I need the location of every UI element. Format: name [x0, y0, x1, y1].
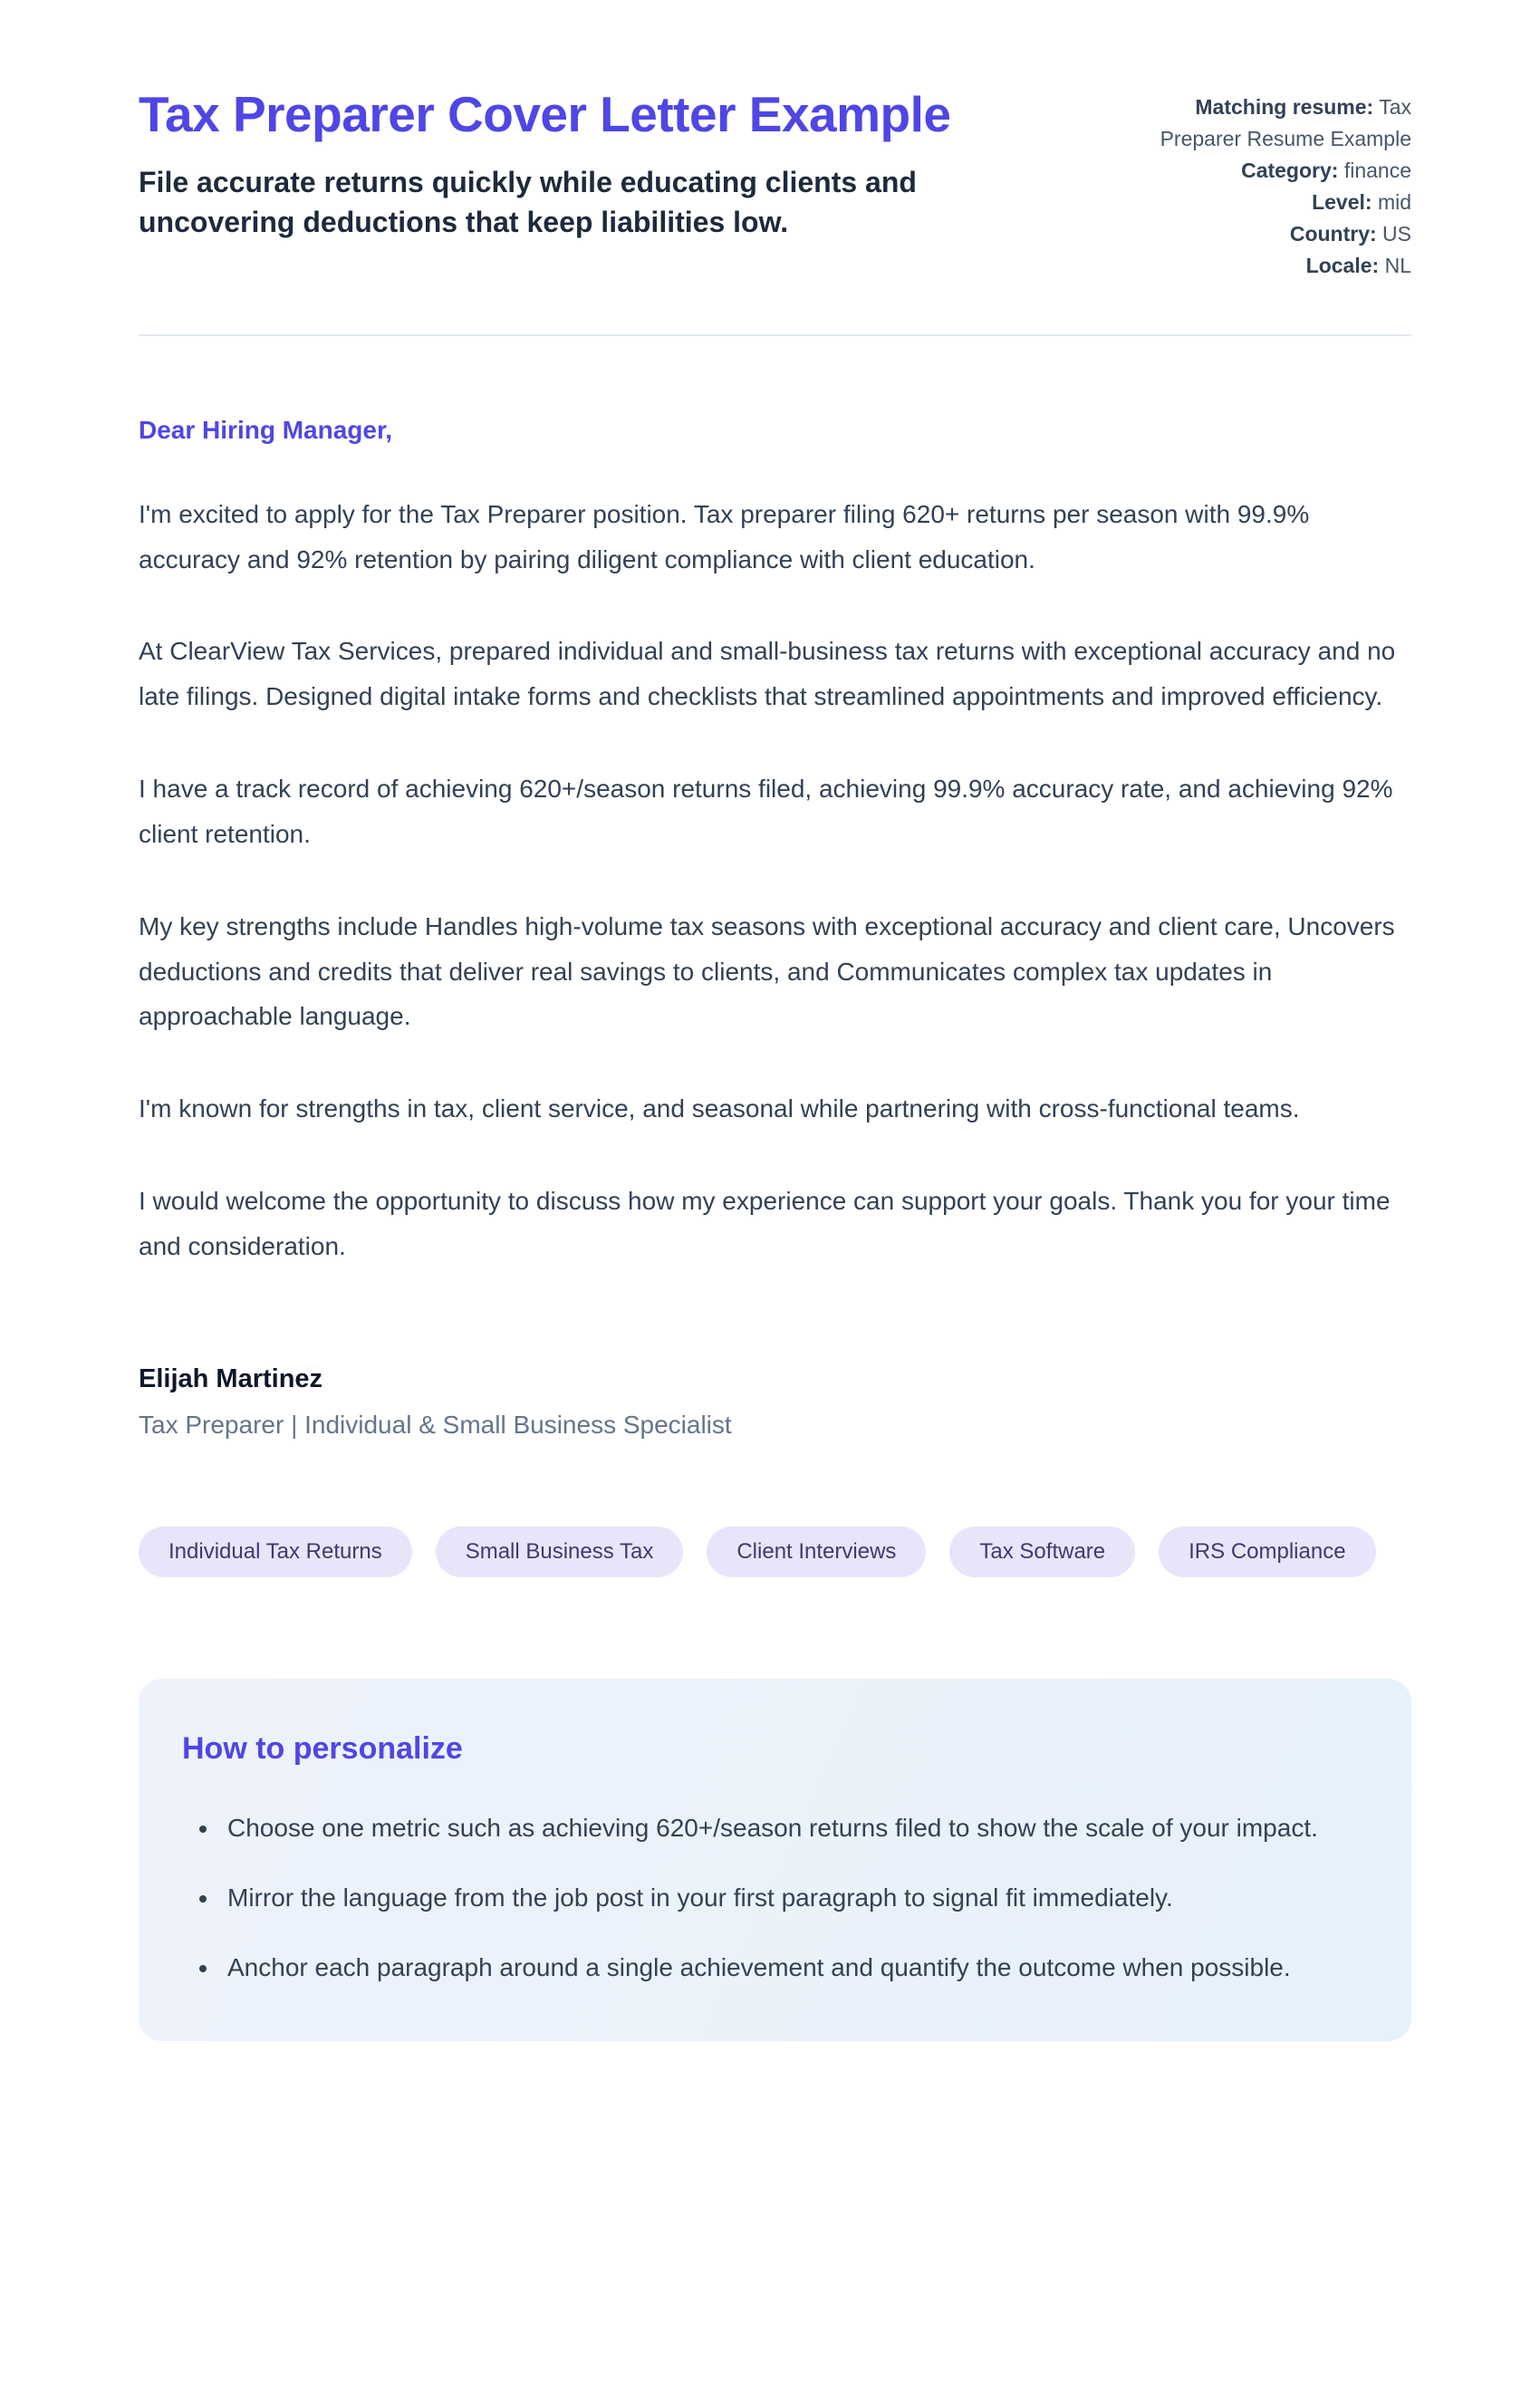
cover-letter-paragraph: I'm known for strengths in tax, client service, and seasonal while partnering with cross-functional teams.: [139, 1094, 1300, 1123]
meta-label: Locale:: [1305, 253, 1380, 277]
tag-chip[interactable]: Individual Tax Returns: [139, 1527, 412, 1577]
cover-letter-paragraph: My key strengths include Handles high-volume tax seasons with exceptional accuracy and client care, Uncovers deductions and credits that deliver real savings to clients, and Communicates complex tax updates in approachable language.: [139, 911, 1395, 1031]
page-subtitle: File accurate returns quickly while educating clients and uncovering deductions that keep liabilities low.: [139, 166, 917, 239]
meta-row-country: [1131, 218, 1411, 250]
tag-chip[interactable]: Tax Software: [949, 1527, 1135, 1577]
meta-value: mid: [1377, 189, 1411, 214]
tag-chip[interactable]: Small Business Tax: [436, 1527, 684, 1577]
page-header: [139, 86, 1411, 282]
personalize-card: [139, 1679, 1411, 2041]
meta-label: Level:: [1312, 189, 1372, 214]
header-title-block: [139, 86, 981, 242]
tag-chip[interactable]: Client Interviews: [707, 1527, 926, 1577]
meta-label: Country:: [1289, 221, 1377, 246]
cover-letter-paragraph: I have a track record of achieving 620+/season returns filed, achieving 99.9% accuracy rate, and achieving 92% client retention.: [139, 775, 1393, 848]
meta-row-level: [1131, 187, 1411, 218]
meta-row-locale: [1131, 250, 1411, 282]
signature-block: [139, 1364, 1411, 1440]
cover-letter-paragraph: At ClearView Tax Services, prepared individual and small-business tax returns with exceptional accuracy and no late filings. Designed digital intake forms and checklists that streamlined appointments and improved efficiency.: [139, 637, 1396, 711]
personalize-tip: • Anchor each paragraph around a single achievement and quantify the outcome when possible.: [220, 1946, 1362, 1989]
resume-meta: [1131, 86, 1411, 282]
meta-label: Category:: [1241, 158, 1339, 182]
cover-letter-body: [139, 416, 1411, 1440]
cover-letter-paragraph: I would welcome the opportunity to discuss how my experience can support your goals. Thank you for your time and consideration.: [139, 1187, 1391, 1260]
tag-chip[interactable]: IRS Compliance: [1159, 1527, 1375, 1577]
meta-value: US: [1382, 221, 1411, 246]
meta-value: NL: [1384, 253, 1411, 277]
meta-value: finance: [1343, 158, 1411, 182]
meta-row-matching-resume: [1131, 92, 1411, 155]
signature-name: Elijah Martinez: [139, 1363, 323, 1393]
personalize-title: How to personalize: [182, 1730, 463, 1766]
signature-role: Tax Preparer | Individual & Small Business Specialist: [139, 1410, 732, 1439]
letter-greeting: Dear Hiring Manager,: [139, 415, 393, 444]
cover-letter-paragraph: I'm excited to apply for the Tax Preparer position. Tax preparer filing 620+ returns per season with 99.9% accuracy and 92% retention by pairing diligent compliance with client education.: [139, 499, 1310, 573]
meta-label: Matching resume:: [1195, 95, 1374, 119]
header-divider: [139, 334, 1411, 336]
skill-tags: [139, 1527, 1411, 1577]
meta-row-category: [1131, 155, 1411, 187]
personalize-tip: • Choose one metric such as achieving 620+/season returns filed to show the scale of your impact.: [220, 1806, 1362, 1849]
meta-value: Tax Preparer Resume Example: [1160, 95, 1411, 150]
personalize-tip: • Mirror the language from the job post in your first paragraph to signal fit immediately.: [220, 1876, 1362, 1919]
personalize-tip-list: [182, 1806, 1362, 1989]
page-title: Tax Preparer Cover Letter Example: [139, 86, 951, 142]
